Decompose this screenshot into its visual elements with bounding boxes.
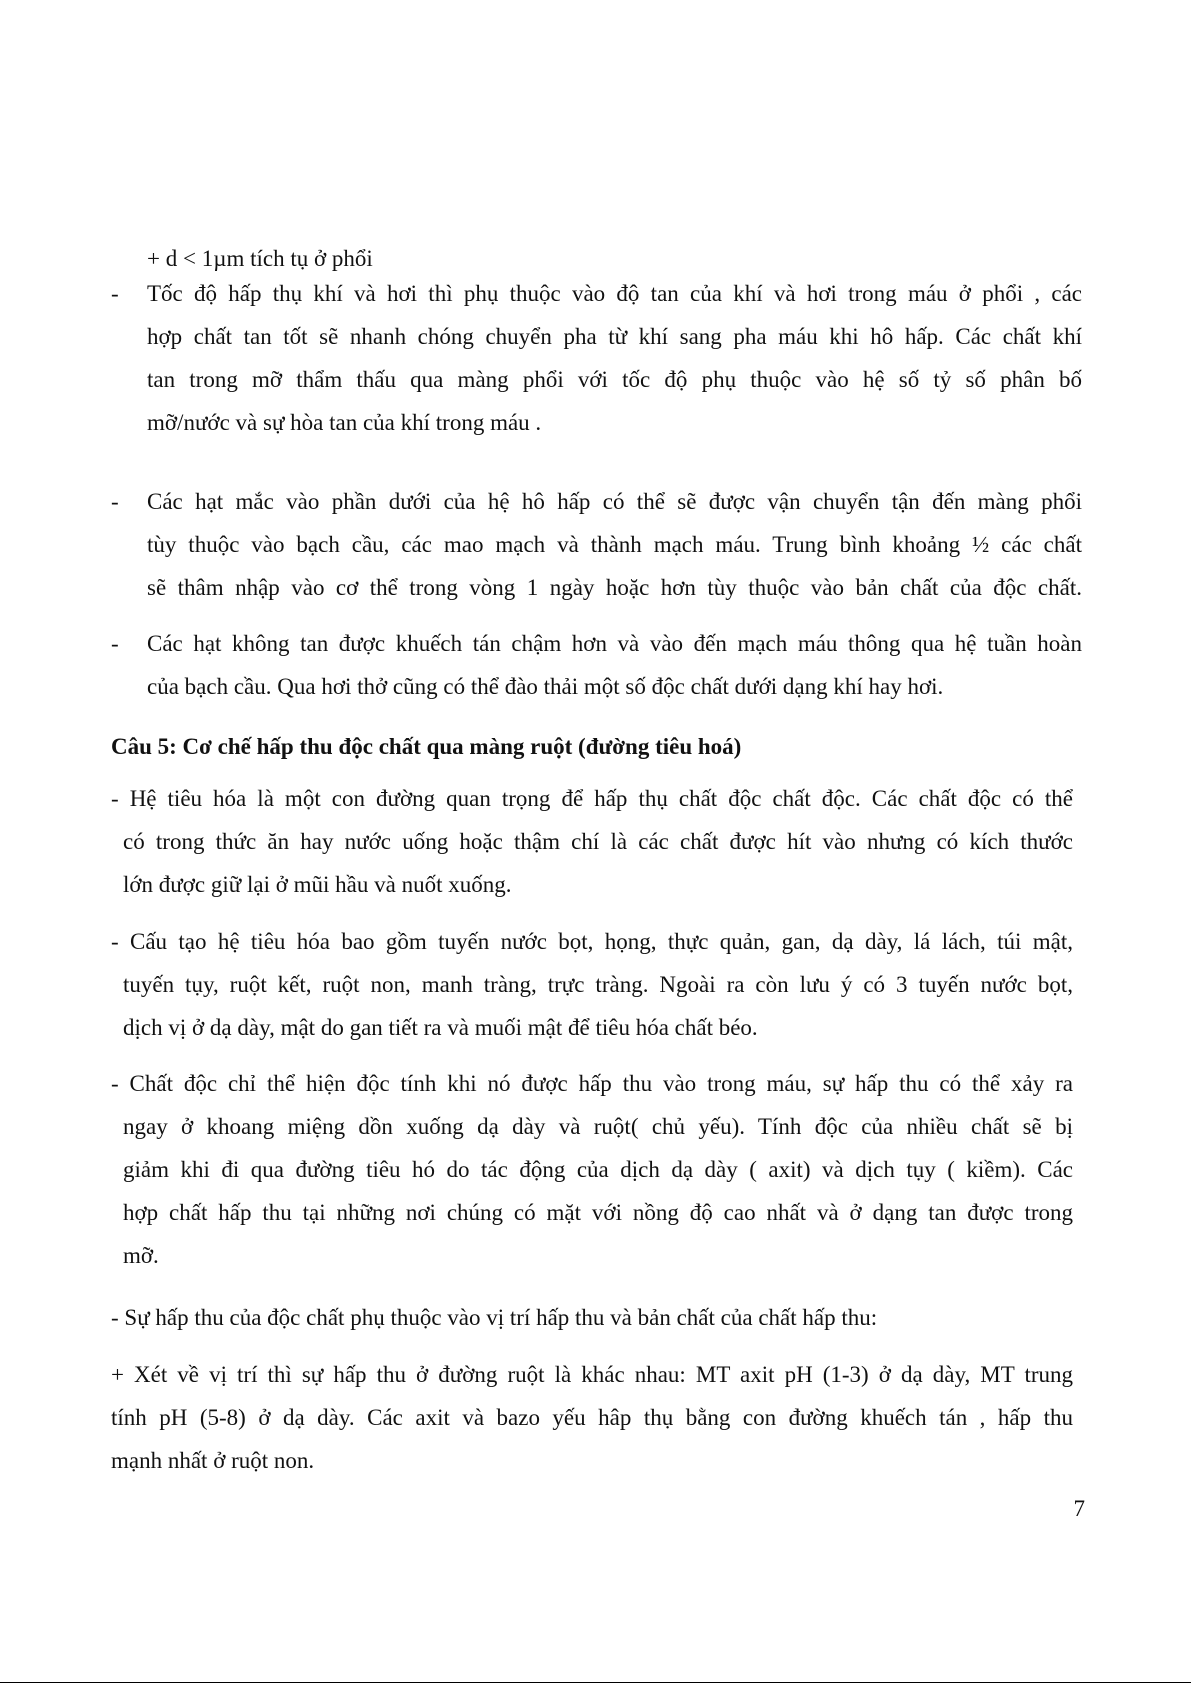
bullet-marker: -: [111, 631, 119, 656]
bullet-paragraph-3: Các hạt không tan được khuếch tán chậm hơn và vào đến mạch máu thông qua hệ tuần hoàn của bạch cầu. Qua hơi thở cũng có thể đào thải một số độc chất dưới dạng khí hay hơi.: [147, 631, 1082, 699]
top-fragment: + d < 1µm tích tụ ở phổi: [147, 246, 373, 271]
footer-rule: [0, 1682, 1191, 1683]
bullet-marker: -: [111, 281, 119, 306]
bullet-marker: -: [111, 489, 119, 514]
paragraph-digestive-route: - Hệ tiêu hóa là một con đường quan trọng để hấp thụ chất độc chất độc. Các chất độc có thể có trong thức ăn hay nước uống hoặc thậm chí là các chất được hít vào nhưng có kích thước lớn được giữ lại ở mũi hầu và nuốt xuống.: [111, 786, 1073, 897]
paragraph-toxicity-absorption: - Chất độc chỉ thể hiện độc tính khi nó được hấp thu vào trong máu, sự hấp thu có thể xảy ra ngay ở khoang miệng dồn xuống dạ dày và ruột( chủ yếu). Tính độc của nhiều chất sẽ bị giảm khi đi qua đường tiêu hó do tác động của dịch dạ dày ( axit) và dịch tụy ( kiềm). Các hợp chất hấp thu tại những nơi chúng có mặt với nồng độ cao nhất và ở dạng tan được trong mỡ.: [111, 1071, 1073, 1268]
section-heading: Câu 5: Cơ chế hấp thu độc chất qua màng ruột (đường tiêu hoá): [111, 734, 742, 759]
bullet-paragraph-1: Tốc độ hấp thụ khí và hơi thì phụ thuộc vào độ tan của khí và hơi trong máu ở phổi , các hợp chất tan tốt sẽ nhanh chóng chuyển pha từ khí sang pha máu khi hô hấp. Các chất khí tan trong mỡ thẩm thấu qua màng phổi với tốc độ phụ thuộc vào hệ số tỷ số phân bố mỡ/nước và sự hòa tan của khí trong máu .: [147, 281, 1082, 435]
page-number: 7: [1073, 1496, 1085, 1521]
paragraph-digestive-structure: - Cấu tạo hệ tiêu hóa bao gồm tuyến nước bọt, họng, thực quản, gan, dạ dày, lá lách, túi mật, tuyến tụy, ruột kết, ruột non, manh tràng, trực tràng. Ngoài ra còn lưu ý có 3 tuyến nước bọt, dịch vị ở dạ dày, mật do gan tiết ra và muối mật để tiêu hóa chất béo.: [111, 929, 1073, 1040]
paragraph-absorption-location: + Xét về vị trí thì sự hấp thu ở đường ruột là khác nhau: MT axit pH (1-3) ở dạ dày, MT trung tính pH (5-8) ở dạ dày. Các axit và bazo yếu hâp thụ bằng con đường khuếch tán , hấp thu mạnh nhất ở ruột non.: [111, 1362, 1073, 1473]
paragraph-absorption-factors: - Sự hấp thu của độc chất phụ thuộc vào vị trí hấp thu và bản chất của chất hấp thu:: [111, 1305, 878, 1330]
bullet-paragraph-2: Các hạt mắc vào phần dưới của hệ hô hấp có thể sẽ được vận chuyển tận đến màng phổi tùy thuộc vào bạch cầu, các mao mạch và thành mạch máu. Trung bình khoảng ½ các chất sẽ thâm nhập vào cơ thể trong vòng 1 ngày hoặc hơn tùy thuộc vào bản chất của độc chất.: [147, 489, 1082, 600]
